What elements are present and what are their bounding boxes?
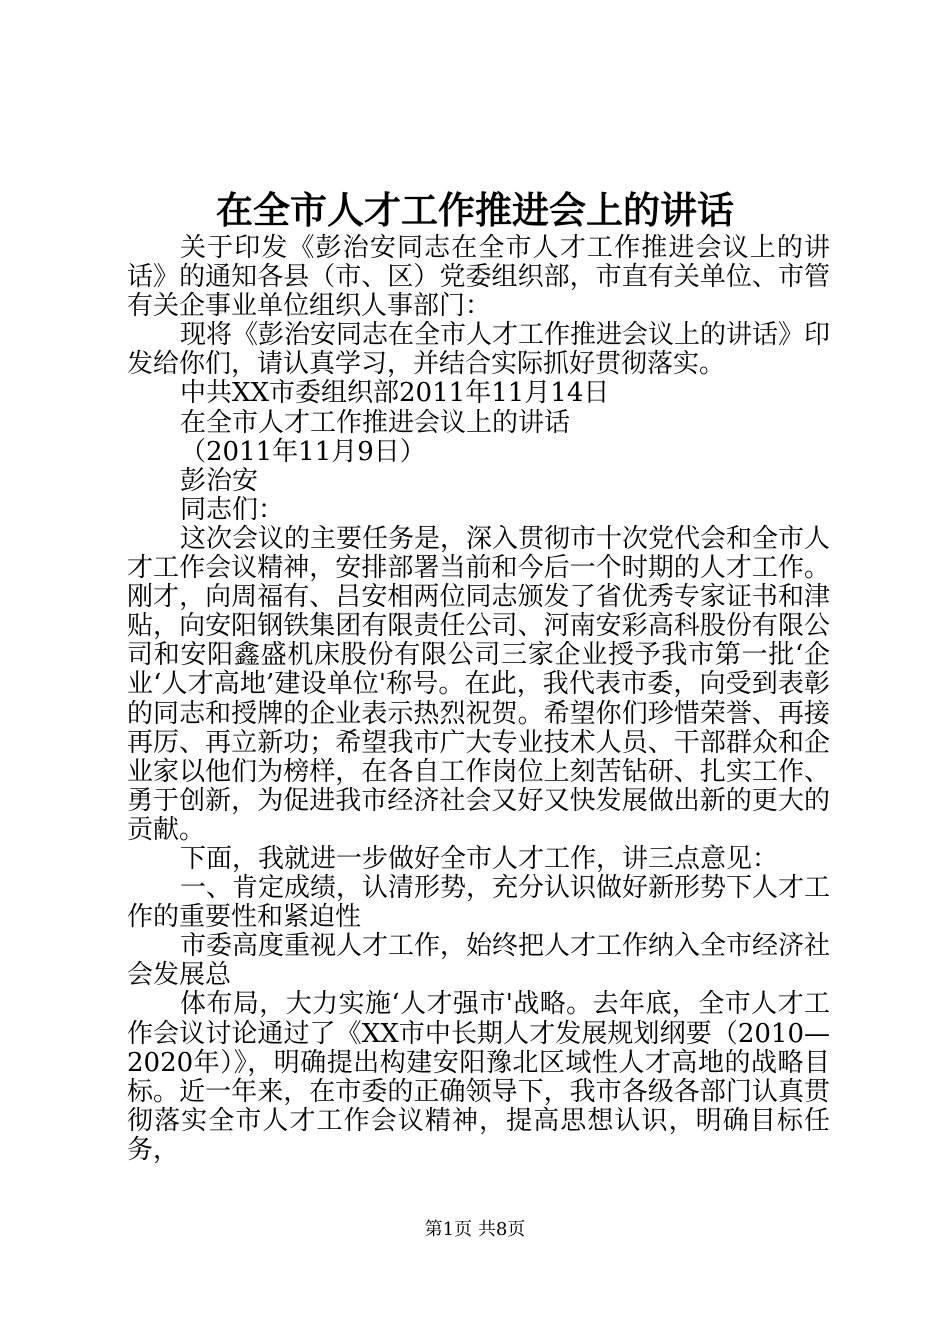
paragraph-issuer-date: 中共XX市委组织部2011年11月14日 xyxy=(180,378,610,409)
paragraph-three-points: 下面，我就进一步做好全市人才工作，讲三点意见： xyxy=(180,843,779,874)
paragraph-speech-date: （2011年11月9日） xyxy=(180,436,426,467)
paragraph-section-one-heading: 一、肯定成绩，认清形势，充分认识做好新形势下人才工作的重要性和紧迫性 xyxy=(127,873,831,933)
paragraph-strategy: 体布局，大力实施‘人才强市'战略。去年底，全市人才工作会议讨论通过了《XX市中长期人才发展规划纲要（2010—2020年）》，明确提出构建安阳豫北区域性人才高地的战略目标。近一年来，在市委的正确领导下，我市各级各部门认真贯彻落实全市人才工作会议精神，提高思想认识，明确目标任务， xyxy=(127,989,830,1165)
document-title: 在全市人才工作推进会上的讲话 xyxy=(216,188,734,232)
paragraph-distribution: 现将《彭治安同志在全市人才工作推进会议上的讲话》印发给你们，请认真学习，并结合实际抓好贯彻落实。 xyxy=(127,320,831,380)
paragraph-salutation: 同志们： xyxy=(180,494,285,525)
paragraph-committee-emphasis: 市委高度重视人才工作，始终把人才工作纳入全市经济社会发展总 xyxy=(127,931,831,991)
paragraph-notice: 关于印发《彭治安同志在全市人才工作推进会议上的讲话》的通知各县（市、区）党委组织部，市直有关单位、市管有关企事业单位组织人事部门： xyxy=(127,233,830,322)
paragraph-speaker: 彭治安 xyxy=(180,465,259,496)
paragraph-meeting-task: 这次会议的主要任务是，深入贯彻市十次党代会和全市人才工作会议精神，安排部署当前和今后一个时期的人才工作。刚才，向周福有、吕安相两位同志颁发了省优秀专家证书和津贴，向安阳钢铁集团有限责任公司、河南安彩高科股份有限公司和安阳鑫盛机床股份有限公司三家企业授予我市第一批‘企业‘人才高地’建设单位'称号。在此，我代表市委，向受到表彰的同志和授牌的企业表示热烈祝贺。希望你们珍惜荣誉、再接再厉、再立新功；希望我市广大专业技术人员、干部群众和企业家以他们为榜样，在各自工作岗位上刻苦钻研、扎实工作、勇于创新，为促进我市经济社会又好又快发展做出新的更大的贡献。 xyxy=(127,523,831,845)
paragraph-speech-title: 在全市人才工作推进会议上的讲话 xyxy=(180,407,571,438)
page-footer: 第1页 共8页 xyxy=(424,1219,526,1240)
document-body xyxy=(127,234,830,1165)
